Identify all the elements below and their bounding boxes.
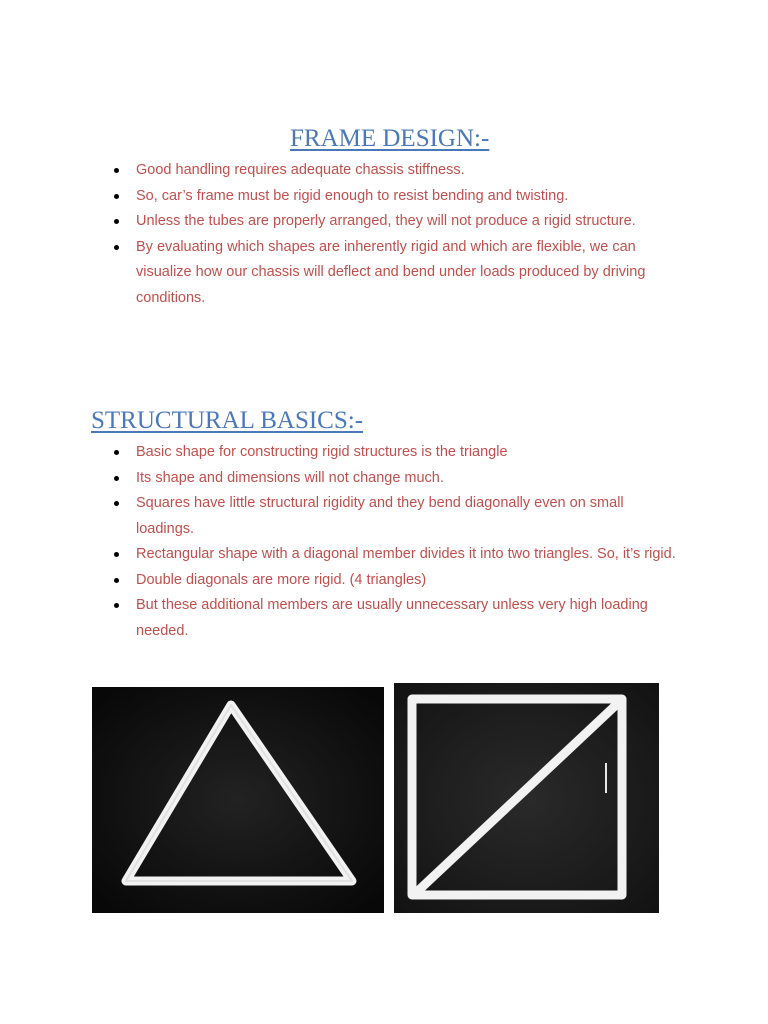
bullet-item: By evaluating which shapes are inherently rigid and which are flexible, we can visualize how our chassis will deflect and bend under loads produced by driving conditions. — [112, 235, 682, 312]
structural-basics-heading: STRUCTURAL BASICS:- — [91, 407, 364, 434]
bullet-item: But these additional members are usually unnecessary unless very high loading needed. — [112, 593, 682, 644]
frame-design-bullet-list — [112, 158, 682, 311]
triangle-frame-icon — [92, 687, 384, 913]
bullet-item: Squares have little structural rigidity and they bend diagonally even on small loadings. — [112, 491, 682, 542]
bullet-item: Rectangular shape with a diagonal member divides it into two triangles. So, it’s rigid. — [112, 542, 682, 568]
frame-design-heading: FRAME DESIGN:- — [290, 125, 490, 152]
square-diagonal-frame-icon — [394, 683, 659, 913]
bullet-item: Good handling requires adequate chassis stiffness. — [112, 158, 682, 184]
bullet-item: So, car’s frame must be rigid enough to resist bending and twisting. — [112, 184, 682, 210]
bullet-item: Double diagonals are more rigid. (4 triangles) — [112, 568, 682, 594]
bullet-item: Its shape and dimensions will not change much. — [112, 466, 682, 492]
bullet-item: Basic shape for constructing rigid structures is the triangle — [112, 440, 682, 466]
bullet-item: Unless the tubes are properly arranged, they will not produce a rigid structure. — [112, 209, 682, 235]
triangle-frame-photo — [92, 687, 384, 913]
square-diagonal-frame-photo — [394, 683, 659, 913]
structural-basics-bullet-list — [112, 440, 682, 644]
